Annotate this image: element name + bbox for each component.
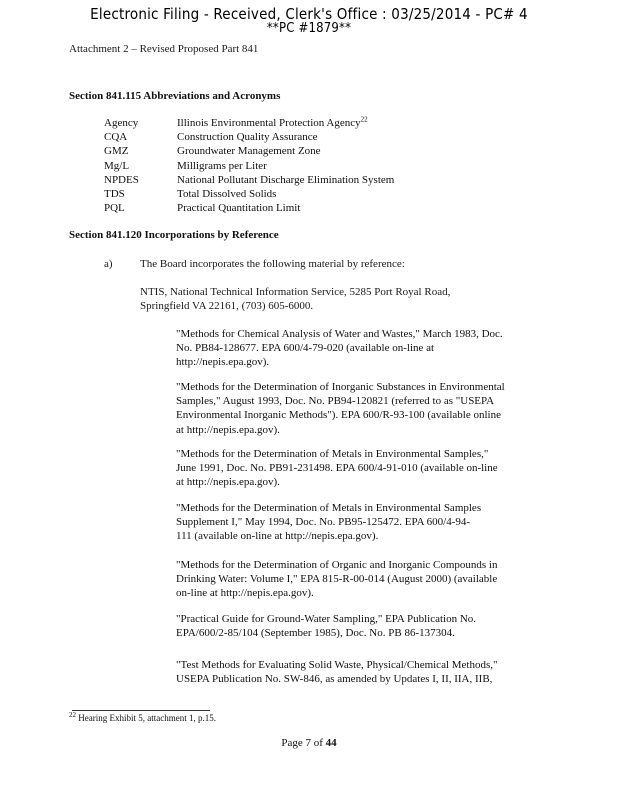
abbr-definition-text: National Pollutant Discharge Elimination System [177, 173, 395, 186]
reference-line: Samples," August 1993, Doc. No. PB94-120821 (referred to as "USEPA [176, 395, 495, 408]
ntis-line-2: Springfield VA 22161, (703) 605-6000. [140, 300, 314, 312]
abbr-definition [177, 187, 276, 201]
reference-line: Supplement I," May 1994, Doc. No. PB95-125472. EPA 600/4-94- [176, 516, 471, 529]
abbr-definition-text: Construction Quality Assurance [177, 131, 318, 144]
page-prefix: Page 7 of [281, 737, 326, 749]
footnote [69, 713, 216, 723]
item-text: The Board incorporates the following material by reference: [140, 258, 405, 270]
reference-line: "Methods for the Determination of Inorganic Substances in Environmental [176, 381, 505, 393]
reference-line: Drinking Water: Volume I," EPA 815-R-00-014 (August 2000) (available [176, 573, 498, 586]
abbr-term: GMZ [104, 145, 129, 158]
abbr-definition [177, 130, 318, 144]
reference-line: on-line at http://nepis.epa.gov). [176, 587, 314, 600]
section-120-heading: Section 841.120 Incorporations by Reference [69, 229, 279, 241]
reference-line: June 1991, Doc. No. PB91-231498. EPA 600/4-91-010 (available on-line [176, 462, 498, 475]
abbr-term: PQL [104, 202, 125, 215]
footnote-rule [72, 710, 210, 711]
reference-line: "Test Methods for Evaluating Solid Waste, Physical/Chemical Methods," [176, 659, 498, 671]
reference-line: 111 (available on-line at http://nepis.epa.gov). [176, 530, 379, 543]
abbr-term: Agency [104, 117, 139, 129]
abbr-definition [177, 159, 267, 173]
reference-line: USEPA Publication No. SW-846, as amended by Updates I, II, IIA, IIB, [176, 673, 493, 686]
footnote-number: 22 [69, 711, 76, 719]
reference-line: "Practical Guide for Ground-Water Sampling," EPA Publication No. [176, 613, 477, 625]
footnote-text: Hearing Exhibit 5, attachment 1, p.15. [78, 713, 216, 723]
filing-stamp: Electronic Filing - Received, Clerk's Office : 03/25/2014 - PC# 4 [90, 5, 528, 23]
abbr-definition [177, 173, 394, 187]
pc-number-stamp: **PC #1879** [266, 21, 352, 36]
item-label: a) [104, 258, 113, 270]
abbr-term: Mg/L [104, 159, 130, 172]
abbr-term: TDS [104, 188, 125, 200]
reference-line: Environmental Inorganic Methods"). EPA 600/R-93-100 (available online [176, 409, 501, 422]
reference-line: at http://nepis.epa.gov). [176, 423, 280, 436]
reference-line: EPA/600/2-85/104 (September 1985), Doc. No. PB 86-137304. [176, 627, 455, 640]
section-115-heading: Section 841.115 Abbreviations and Acronyms [69, 90, 281, 102]
page-total: 44 [325, 737, 337, 749]
ntis-line-1: NTIS, National Technical Information Service, 5285 Port Royal Road, [140, 286, 451, 298]
reference-line: at http://nepis.epa.gov). [176, 476, 280, 489]
footnote-ref: 22 [360, 115, 368, 124]
reference-line: "Methods for the Determination of Metals in Environmental Samples," [176, 448, 489, 460]
page-number [0, 737, 618, 749]
abbr-definition [177, 116, 368, 130]
abbr-definition [177, 144, 321, 158]
abbr-definition-text: Practical Quantitation Limit [177, 202, 301, 215]
abbr-definition-text: Illinois Environmental Protection Agency [177, 117, 361, 129]
reference-line: "Methods for the Determination of Metals in Environmental Samples [176, 502, 482, 514]
abbr-definition-text: Total Dissolved Solids [177, 188, 277, 200]
reference-line: No. PB84-128677. EPA 600/4-79-020 (available on-line at [176, 342, 435, 355]
abbr-definition-text: Milligrams per Liter [177, 159, 267, 172]
reference-line: "Methods for the Determination of Organic and Inorganic Compounds in [176, 559, 498, 571]
abbr-term: CQA [104, 131, 128, 144]
abbr-definition [177, 201, 300, 215]
abbr-definition-text: Groundwater Management Zone [177, 145, 321, 158]
attachment-header: Attachment 2 – Revised Proposed Part 841 [69, 43, 259, 55]
reference-line: http://nepis.epa.gov). [176, 356, 270, 369]
abbr-term: NPDES [104, 173, 139, 186]
reference-line: "Methods for Chemical Analysis of Water and Wastes," March 1983, Doc. [176, 328, 503, 340]
